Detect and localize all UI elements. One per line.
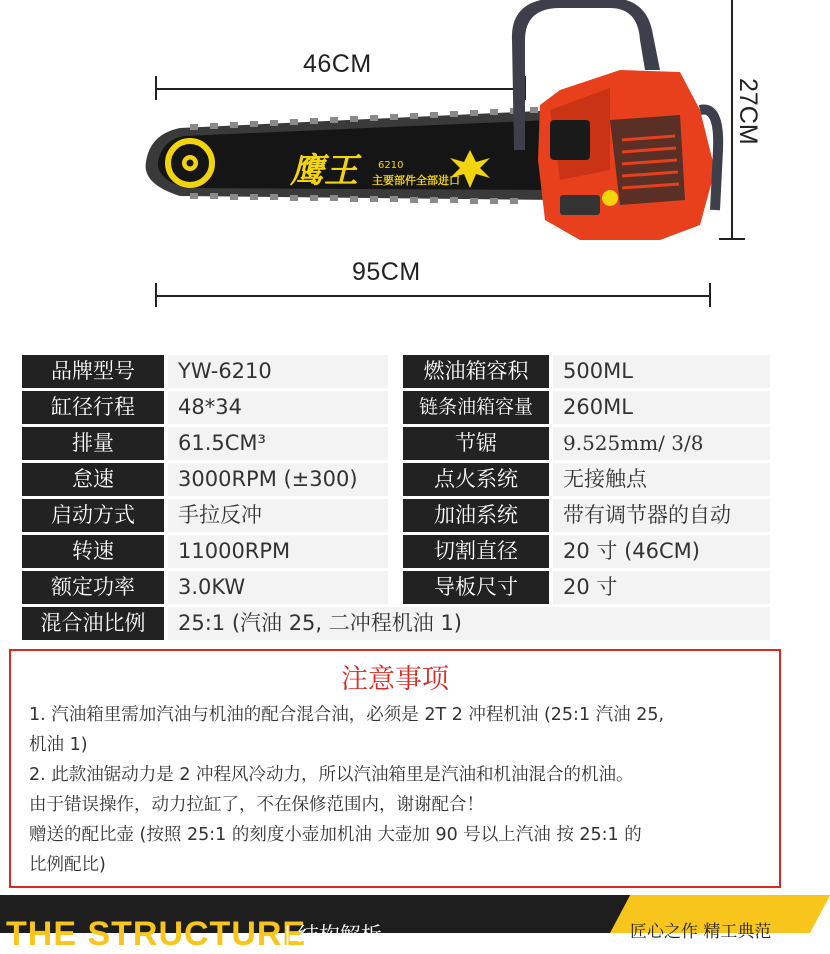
engine-body <box>538 70 715 240</box>
spec-value: 20 寸 (46CM) <box>553 535 770 568</box>
spec-value: 11000RPM <box>168 535 388 568</box>
total-length-line <box>155 295 710 297</box>
notice-line: 由于错误操作，动力拉缸了，不在保修范围内，谢谢配合！ <box>29 795 484 815</box>
spec-value: 48*34 <box>168 391 388 424</box>
spec-label: 切割直径 <box>403 535 549 568</box>
total-length-label: 95CM <box>352 258 421 286</box>
notice-line: 赠送的配比壶 (按照 25:1 的刻度小壶加机油 大壶加 90 号以上汽油 按 25:1 的 <box>29 825 642 845</box>
spec-row <box>22 427 770 460</box>
height-label: 27CM <box>734 78 762 145</box>
notice-box <box>9 649 781 888</box>
total-length-tick-left <box>155 283 157 307</box>
spec-label: 加油系统 <box>403 499 549 532</box>
spec-value: 手拉反冲 <box>168 499 388 532</box>
bar-model-text: 6210 <box>378 160 404 171</box>
spec-value: 3000RPM (±300) <box>168 463 388 496</box>
spec-value: 260ML <box>553 391 770 424</box>
spec-row <box>22 535 770 568</box>
mix-ratio-value: 25:1 (汽油 25, 二冲程机油 1) <box>168 607 770 640</box>
spec-label: 导板尺寸 <box>403 571 549 604</box>
spec-value: YW-6210 <box>168 355 388 388</box>
mix-ratio-row <box>22 607 770 640</box>
spec-value: 带有调节器的自动 <box>553 499 770 532</box>
banner-subtitle: | 结构解析 <box>284 923 382 947</box>
spec-label: 缸径行程 <box>22 391 164 424</box>
notice-line: 2. 此款油锯动力是 2 冲程风冷动力，所以汽油箱里是汽油和机油混合的机油。 <box>29 765 634 785</box>
spec-value: 61.5CM³ <box>168 427 388 460</box>
banner-title: THE STRUCTURE <box>6 915 307 953</box>
spec-row <box>22 499 770 532</box>
structure-banner <box>0 895 790 953</box>
bar-brand-text: 鹰王 <box>290 151 358 191</box>
notice-line: 机油 1) <box>29 735 88 755</box>
spec-label: 节锯 <box>403 427 549 460</box>
product-image-area <box>0 0 790 340</box>
notice-title: 注意事项 <box>341 664 449 695</box>
bar-slogan-text: 主要部件全部进口 <box>372 174 460 187</box>
spec-label: 品牌型号 <box>22 355 164 388</box>
spec-label: 启动方式 <box>22 499 164 532</box>
spec-label: 燃油箱容积 <box>403 355 549 388</box>
spec-label: 额定功率 <box>22 571 164 604</box>
spec-value: 9.525mm/ 3/8 <box>553 427 770 460</box>
spec-value: 500ML <box>553 355 770 388</box>
spec-value: 3.0KW <box>168 571 388 604</box>
spec-row <box>22 463 770 496</box>
chainsaw-image <box>140 0 730 245</box>
spec-row <box>22 391 770 424</box>
spec-label: 转速 <box>22 535 164 568</box>
total-length-tick-right <box>709 283 711 307</box>
spec-label: 排量 <box>22 427 164 460</box>
spec-value: 20 寸 <box>553 571 770 604</box>
notice-line: 1. 汽油箱里需加汽油与机油的配合混合油，必须是 2T 2 冲程机油 (25:1 汽油 25, <box>29 705 665 725</box>
notice-line: 比例配比) <box>29 855 106 875</box>
spec-value: 无接触点 <box>553 463 770 496</box>
bar-length-label: 46CM <box>303 50 372 78</box>
spec-label: 怠速 <box>22 463 164 496</box>
mix-ratio-label: 混合油比例 <box>22 607 164 640</box>
spec-label: 链条油箱容量 <box>403 391 549 424</box>
spec-label: 点火系统 <box>403 463 549 496</box>
spec-row <box>22 355 770 388</box>
spec-row <box>22 571 770 604</box>
banner-right-text: 匠心之作 精工典范 <box>630 922 772 942</box>
